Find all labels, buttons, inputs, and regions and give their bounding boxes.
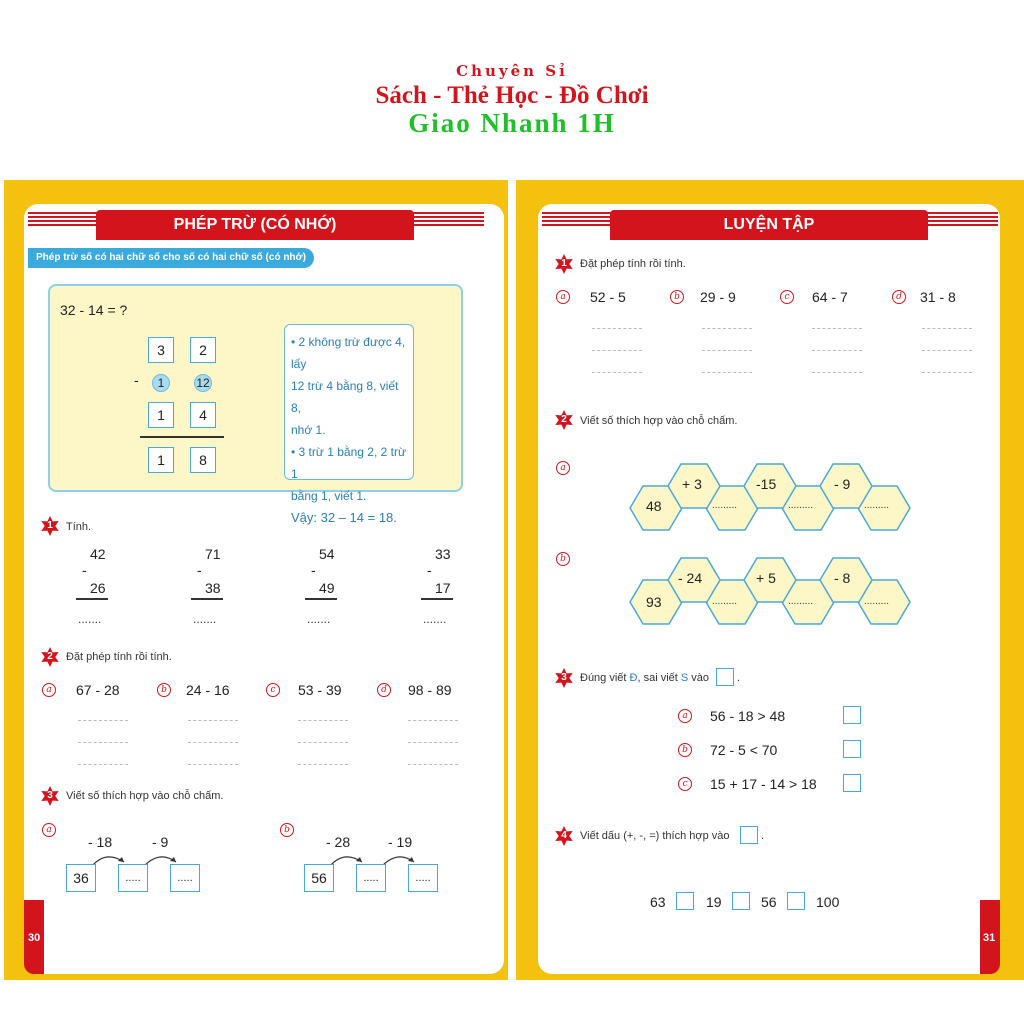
- true-false-expression: 15 + 17 - 14 > 18: [710, 776, 817, 792]
- start-number-box: 36: [66, 864, 96, 892]
- expression: 64 - 7: [812, 289, 848, 305]
- hex-blank: .........: [864, 596, 890, 607]
- answer-checkbox[interactable]: [843, 706, 861, 724]
- hex-operation: - 8: [834, 570, 851, 586]
- letter-a-icon: a: [556, 461, 570, 475]
- letter-b-icon: b: [678, 743, 692, 757]
- answer-checkbox[interactable]: [843, 740, 861, 758]
- answer-box: .....: [170, 864, 200, 892]
- right-page-title: LUYỆN TẬP: [610, 210, 928, 240]
- letter-d-icon: d: [377, 683, 391, 697]
- letter-a-icon: a: [42, 823, 56, 837]
- number: 19: [706, 894, 722, 910]
- hex-operation: - 9: [834, 476, 851, 492]
- start-number-box: 56: [304, 864, 334, 892]
- example-question: 32 - 14 = ?: [60, 302, 128, 318]
- explain-line: Vậy: 32 – 14 = 18.: [291, 510, 397, 525]
- hex-blank: .........: [788, 500, 814, 511]
- banner-line-3: Giao Nhanh 1H: [408, 108, 616, 138]
- letter-b-icon: b: [670, 290, 684, 304]
- true-false-expression: 56 - 18 > 48: [710, 708, 786, 724]
- exercise-star-icon: 3: [40, 786, 60, 806]
- exercise-star-icon: 2: [554, 410, 574, 430]
- explain-line: • 3 trừ 1 bằng 2, 2 trừ 1: [291, 445, 406, 481]
- expression: 29 - 9: [700, 289, 736, 305]
- operation-label: - 9: [152, 834, 169, 850]
- letter-b-icon: b: [157, 683, 171, 697]
- sign-input-box[interactable]: [732, 892, 750, 910]
- exercise-2-label: Đặt phép tính rồi tính.: [66, 651, 172, 663]
- digit-box: 1: [148, 447, 174, 473]
- explain-line: bằng 1, viết 1.: [291, 489, 367, 503]
- answer-checkbox[interactable]: [843, 774, 861, 792]
- expression: 98 - 89: [408, 682, 452, 698]
- exercise-star-icon: 4: [554, 826, 574, 846]
- right-page-number: 31: [983, 932, 996, 944]
- left-subtitle-badge: Phép trừ số có hai chữ số cho số có hai chữ số (có nhớ): [28, 248, 314, 268]
- right-exercise-1-label: Đặt phép tính rồi tính.: [580, 258, 686, 270]
- number: 100: [816, 894, 840, 910]
- minus-sign: -: [134, 372, 139, 388]
- answer-box: .....: [118, 864, 148, 892]
- letter-a-icon: a: [556, 290, 570, 304]
- explain-line: • 2 không trừ được 4, lấy: [291, 335, 406, 371]
- digit-box: 8: [190, 447, 216, 473]
- hex-blank: .........: [788, 596, 814, 607]
- expression: 31 - 8: [920, 289, 956, 305]
- digit-box: 1: [148, 402, 174, 428]
- letter-c-icon: c: [266, 683, 280, 697]
- hex-start-number: 93: [646, 594, 662, 610]
- banner-line-1: Chuyên Sỉ: [456, 62, 568, 80]
- digit-box: 3: [148, 337, 174, 363]
- right-exercise-2-label: Viết số thích hợp vào chỗ chấm.: [580, 415, 738, 427]
- exercise-1-label: Tính.: [66, 521, 92, 533]
- carry-circle: 1: [152, 374, 170, 392]
- hex-blank: .........: [712, 596, 738, 607]
- digit-box: 4: [190, 402, 216, 428]
- letter-b-icon: b: [280, 823, 294, 837]
- hex-blank: .........: [712, 500, 738, 511]
- true-false-expression: 72 - 5 < 70: [710, 742, 778, 758]
- sample-answer-box: [740, 826, 758, 844]
- operation-label: - 19: [388, 834, 413, 850]
- operation-label: - 18: [88, 834, 113, 850]
- letter-a-icon: a: [678, 709, 692, 723]
- expression: 52 - 5: [590, 289, 626, 305]
- right-exercise-3-label: Đúng viết Đ, sai viết S vào: [580, 672, 710, 684]
- explain-line: nhớ 1.: [291, 423, 326, 437]
- digit-box: 2: [190, 337, 216, 363]
- exercise-star-icon: 1: [40, 516, 60, 536]
- hex-blank: .........: [864, 500, 890, 511]
- sample-answer-box: [716, 668, 734, 686]
- letter-b-icon: b: [556, 552, 570, 566]
- letter-a-icon: a: [42, 683, 56, 697]
- right-exercise-4-label: Viết dấu (+, -, =) thích hợp vào: [580, 830, 730, 842]
- exercise-3-label: Viết số thích hợp vào chỗ chấm.: [66, 790, 224, 802]
- expression: 53 - 39: [298, 682, 342, 698]
- left-page-number: 30: [28, 932, 41, 944]
- hex-operation: + 5: [756, 570, 776, 586]
- sign-input-box[interactable]: [676, 892, 694, 910]
- exercise-star-icon: 1: [554, 254, 574, 274]
- carry-circle: 12: [194, 374, 212, 392]
- exercise-star-icon: 2: [40, 647, 60, 667]
- explain-line: 12 trừ 4 bằng 8, viết 8,: [291, 379, 399, 415]
- hex-operation: - 24: [678, 570, 703, 586]
- banner-line-2: Sách - Thẻ Học - Đồ Chơi: [375, 82, 649, 109]
- letter-c-icon: c: [678, 777, 692, 791]
- operation-label: - 28: [326, 834, 351, 850]
- letter-d-icon: d: [892, 290, 906, 304]
- number: 56: [761, 894, 777, 910]
- left-page-title: PHÉP TRỪ (CÓ NHỚ): [96, 210, 414, 240]
- exercise-star-icon: 3: [554, 668, 574, 688]
- hex-start-number: 48: [646, 498, 662, 514]
- letter-c-icon: c: [780, 290, 794, 304]
- hex-operation: + 3: [682, 476, 702, 492]
- answer-box: .....: [356, 864, 386, 892]
- expression: 67 - 28: [76, 682, 120, 698]
- hex-operation: -15: [756, 476, 777, 492]
- expression: 24 - 16: [186, 682, 230, 698]
- sign-input-box[interactable]: [787, 892, 805, 910]
- answer-box: .....: [408, 864, 438, 892]
- number: 63: [650, 894, 666, 910]
